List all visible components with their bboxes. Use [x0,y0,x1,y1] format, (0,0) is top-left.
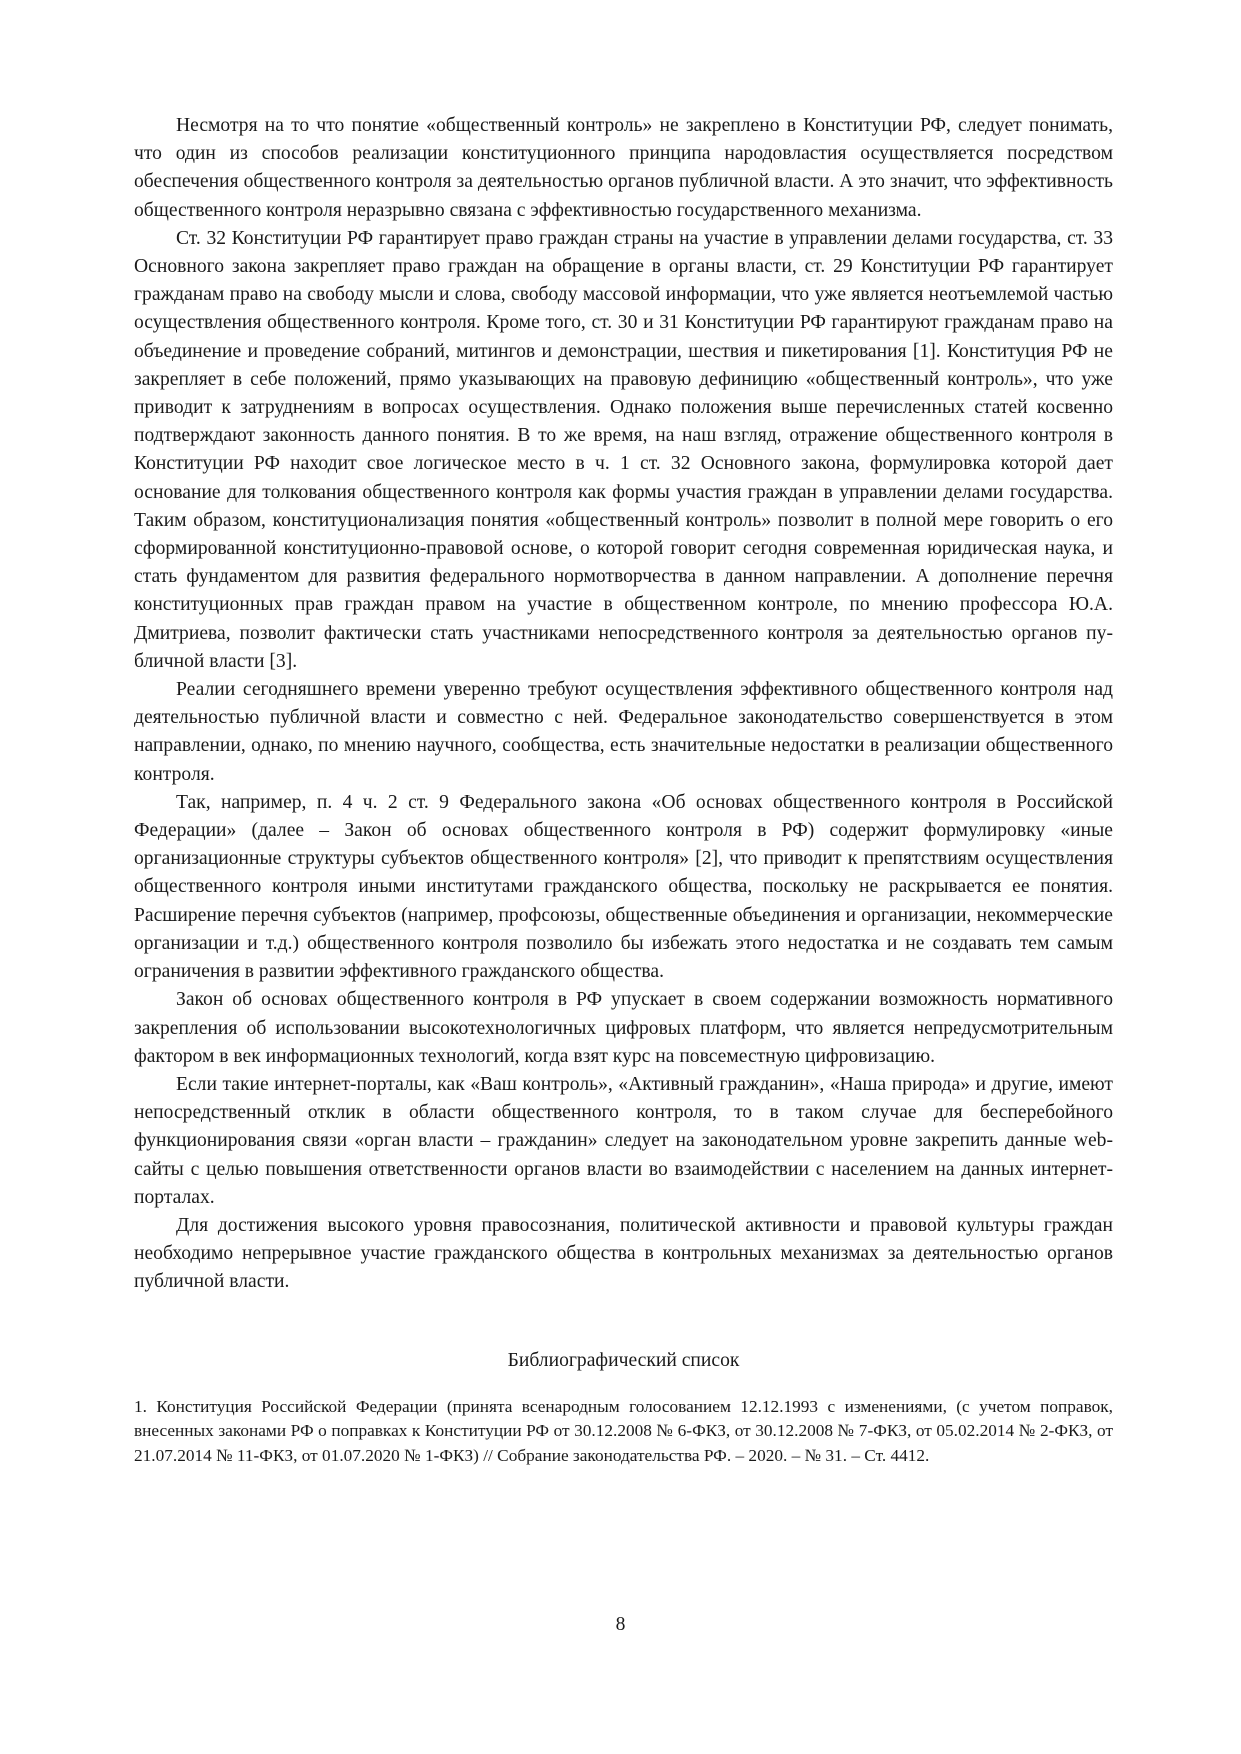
page-content [134,112,1113,1469]
paragraph: Если такие интернет-порталы, как «Ваш контроль», «Активный гражданин», «Наша природа» и другие, имеют непосредственный отклик в области общественного контроля, то в таком случае для бесперебойного функционирования связи «орган власти – гражданин» следует на законодательном уровне закрепить данные web-сайты с целью повышения ответственности органов власти во взаимодействии с населением на данных интернет-порталах. [134,1073,1113,1208]
paragraph: Так, например, п. 4 ч. 2 ст. 9 Федерального закона «Об основах общественного контроля в Российской Федерации» (далее – Закон об основах общественного контроля в РФ) содержит формулировку «иные организационные структуры субъектов общественного контроля» [2], что приводит к препятствиям осуществления общественного контроля иными институтами гражданского общества, поскольку не раскрывается ее понятия. Расширение перечня субъектов (например, профсоюзы, общественные объединения и организации, некоммерческие организации и т.д.) общественного контроля позволило бы избежать этого недостатка и не создавать тем самым ограничения в развитии эффективного гражданского общества. [134,791,1113,983]
paragraph: Ст. 32 Конституции РФ гарантирует право граждан страны на участие в управлении делами государства, ст. 33 Основного закона закрепляет право граждан на обращение в органы власти, ст. 29 Конституции РФ гарантирует гражданам право на свободу мысли и слова, свободу массовой информации, что уже является неотъемлемой частью осуществления общественного контроля. Кроме того, ст. 30 и 31 Конституции РФ гарантируют гражданам право на объединение и проведение собраний, митингов и демонстрации, шествия и пикетирования [1]. Конституция РФ не закрепляет в себе положений, прямо указывающих на правовую дефиницию «общественный контроль», что уже приводит к затруднениям в вопросах осуществления. Однако положения выше перечисленных статей косвенно подтверждают законность данного понятия. В то же время, на наш взгляд, отражение общественного контроля в Конституции РФ находит свое логическое место в ч. 1 ст. 32 Основного закона, формулировка которой дает основание для толкования общественного контроля как формы участия граждан в управлении делами государства. Таким образом, конституционализация понятия «общественный контроль» позволит в полной мере говорить о его сформированной конституционно-правовой основе, о которой говорит сегодня современная юридическая наука, и стать фундаментом для развития федерального нормотворчества в данном направлении. А дополнение перечня конституционных прав граждан правом на участие в общественном контроле, по мнению профессора Ю.А. Дмитриева, позволит фактически стать участниками непосредственного контроля за деятельностью органов публичной власти [3]. [134,227,1113,672]
article-body [134,112,1113,1297]
paragraph: Несмотря на то что понятие «общественный контроль» не закреплено в Конституции РФ, следует понимать, что один из способов реализации конституционного принципа народовластия осуществляется посредством обеспечения общественного контроля за деятельностью органов публичной власти. А это значит, что эффективность общественного контроля неразрывно связана с эффективностью государственного механизма. [134,115,1113,221]
paragraph: Для достижения высокого уровня правосознания, политической активности и правовой культуры граждан необходимо непрерывное участие гражданского общества в контрольных механизмах за деятельностью органов публичной власти. [134,1214,1113,1293]
bibliography-title: Библиографический список [507,1349,740,1371]
paragraph: Реалии сегодняшнего времени уверенно требуют осуществления эффективного общественного контроля над деятельностью публичной власти и совместно с ней. Федеральное законодательство совершенствуется в этом направлении, однако, по мнению научного, сообщества, есть значительные недостатки в реализации общественного контроля. [134,679,1113,785]
paragraph: Закон об основах общественного контроля в РФ упускает в своем содержании возможность нормативного закрепления об использовании высокотехнологичных цифровых платформ, что является непредусмотрительным фактором в век информационных технологий, когда взят курс на повсеместную цифровизацию. [134,989,1113,1067]
bibliography-item: 1. Конституция Российской Федерации (принята всенародным голосованием 12.12.1993 с изменениями, (с учетом поправок, внесенных законами РФ о поправках к Конституции РФ от 30.12.2008 № 6-ФКЗ, от 30.12.2008 № 7-ФКЗ, от 05.02.2014 № 2-ФКЗ, от 21.07.2014 № 11-ФКЗ, от 01.07.2020 № 1-ФКЗ) // Собрание законодательства РФ. – 2020. – № 31. – Ст. 4412. [134,1396,1113,1466]
bibliography-list [134,1395,1113,1469]
page-number: 8 [615,1614,626,1635]
